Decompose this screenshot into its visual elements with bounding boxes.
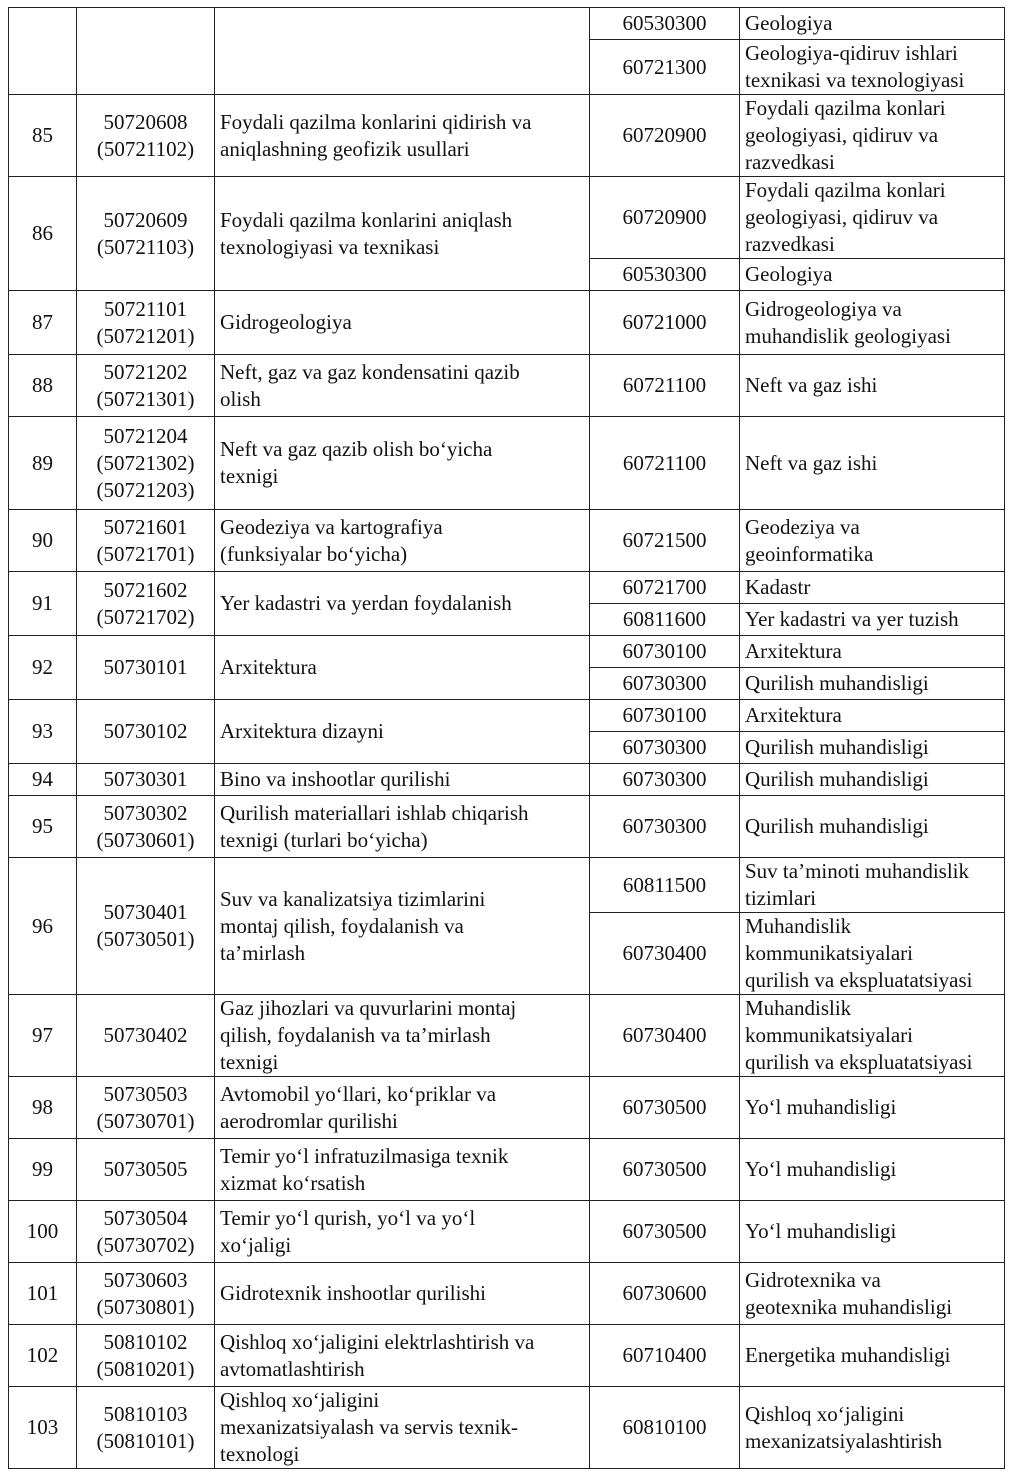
new-code-cell: 60730500 [590,1139,740,1201]
text-line: 50730301 [103,767,188,791]
new-code-cell: 60721300 [590,40,740,95]
new-code-cell: 60730500 [590,1201,740,1263]
new-code-cell: 60730300 [590,732,740,764]
table-row [9,417,1005,510]
new-code-cell: 60730500 [590,1077,740,1139]
new-specialty-name-cell [740,8,1005,40]
text-line: Temir yo‘l qurish, yo‘l va yo‘l [220,1205,476,1230]
text-line: Muhandislik [745,996,852,1020]
new-specialty-name-cell [740,732,1005,764]
old-code-cell [77,1263,215,1325]
text-line: (50721702) [96,604,195,629]
new-code-cell: 60730300 [590,668,740,700]
table-row [9,1077,1005,1139]
text-line: (50721102) [96,136,195,161]
new-code-cell: 60730600 [590,1263,740,1325]
text-line: tizimlari [745,886,817,910]
text-line: 50720608 [103,109,188,134]
text-line: Yer kadastri va yer tuzish [745,607,959,631]
old-specialty-name-cell [215,1325,590,1387]
text-line: (funksiyalar bo‘yicha) [220,541,408,566]
row-number-cell: 87 [9,291,77,355]
text-line: texnigi [220,1050,279,1074]
old-code-cell [77,510,215,572]
text-line: aerodromlar qurilishi [220,1108,398,1133]
text-line: Arxitektura [745,703,842,727]
text-line: 50730505 [103,1157,188,1181]
old-specialty-name-cell [215,995,590,1077]
table-row [9,858,1005,913]
new-specialty-name-cell [740,1139,1005,1201]
text-line: (50721201) [96,323,195,348]
text-line: 50730402 [103,1023,188,1047]
table-row [9,636,1005,668]
text-line: montaj qilish, foydalanish va [220,913,464,938]
old-specialty-name-cell [215,764,590,796]
old-specialty-name-cell [215,1139,590,1201]
text-line: 50721601 [103,514,188,539]
new-specialty-name-cell [740,1325,1005,1387]
new-code-cell: 60730100 [590,700,740,732]
old-code-cell [77,8,215,95]
row-number-cell: 93 [9,700,77,764]
text-line: Foydali qazilma konlari [745,96,946,120]
text-line: (50721302) [96,450,195,475]
text-line: (50721203) [96,477,195,502]
old-specialty-name-cell [215,1263,590,1325]
new-specialty-name-cell [740,1201,1005,1263]
table-row [9,700,1005,732]
new-specialty-name-cell [740,417,1005,510]
document-page [8,7,1005,1469]
table-body [9,8,1005,1469]
new-specialty-name-cell [740,291,1005,355]
old-code-cell [77,355,215,417]
text-line: Foydali qazilma konlari [745,178,946,202]
old-specialty-name-cell [215,1387,590,1469]
text-line: Kadastr [745,575,811,599]
text-line: Foydali qazilma konlarini aniqlash [220,207,513,232]
text-line: (50721103) [96,234,195,259]
text-line: texnikasi va texnologiyasi [745,68,965,92]
row-number-cell: 94 [9,764,77,796]
old-code-cell [77,1077,215,1139]
text-line: Geodeziya va [745,514,860,539]
row-number-cell: 91 [9,572,77,636]
old-code-cell [77,1325,215,1387]
old-specialty-name-cell [215,1201,590,1263]
new-specialty-name-cell [740,913,1005,995]
text-line: (50721701) [96,541,195,566]
row-number-cell: 101 [9,1263,77,1325]
table-row [9,8,1005,40]
row-number-cell: 86 [9,177,77,291]
old-specialty-name-cell [215,572,590,636]
new-specialty-name-cell [740,177,1005,259]
old-specialty-name-cell [215,700,590,764]
text-line: 50730102 [103,719,188,743]
row-number-cell: 100 [9,1201,77,1263]
text-line: Qurilish muhandisligi [745,735,929,759]
new-code-cell: 60810100 [590,1387,740,1469]
text-line: 50810102 [103,1329,188,1354]
old-specialty-name-cell [215,858,590,995]
text-line: geoinformatika [745,541,874,566]
text-line: 50730504 [103,1205,188,1230]
text-line: Qishloq xo‘jaligini elektrlashtirish va [220,1329,535,1354]
specialty-mapping-table [8,7,1005,1469]
text-line: Geodeziya va kartografiya [220,514,443,539]
table-row [9,1325,1005,1387]
new-specialty-name-cell [740,700,1005,732]
table-row [9,355,1005,417]
new-specialty-name-cell [740,796,1005,858]
text-line: Arxitektura dizayni [220,719,384,743]
text-line: 50730101 [103,655,188,679]
text-line: Geologiya-qidiruv ishlari [745,41,958,65]
new-code-cell: 60710400 [590,1325,740,1387]
text-line: (50730702) [96,1232,195,1257]
new-code-cell: 60811500 [590,858,740,913]
text-line: avtomatlashtirish [220,1356,365,1381]
table-row [9,510,1005,572]
text-line: geotexnika muhandisligi [745,1294,953,1319]
text-line: Gidrogeologiya va [745,296,902,321]
old-code-cell [77,1139,215,1201]
text-line: (50810101) [96,1428,195,1453]
new-specialty-name-cell [740,355,1005,417]
new-code-cell: 60721100 [590,355,740,417]
old-code-cell [77,177,215,291]
new-specialty-name-cell [740,259,1005,291]
table-row [9,1263,1005,1325]
row-number-cell: 88 [9,355,77,417]
row-number-cell: 99 [9,1139,77,1201]
new-specialty-name-cell [740,668,1005,700]
row-number-cell: 85 [9,95,77,177]
old-code-cell [77,764,215,796]
text-line: (50721301) [96,386,195,411]
row-number-cell: 90 [9,510,77,572]
text-line: Avtomobil yo‘llari, ko‘priklar va [220,1081,497,1106]
text-line: Qurilish muhandisligi [745,767,929,791]
table-row [9,995,1005,1077]
table-row [9,177,1005,259]
table-row [9,1139,1005,1201]
text-line: qurilish va ekspluatatsiyasi [745,968,973,992]
text-line: geologiyasi, qidiruv va [745,123,939,147]
text-line: Foydali qazilma konlarini qidirish va [220,109,532,134]
old-code-cell [77,700,215,764]
text-line: xo‘jaligi [220,1232,292,1257]
old-specialty-name-cell [215,796,590,858]
table-row [9,291,1005,355]
text-line: Suv va kanalizatsiya tizimlarini [220,886,486,911]
text-line: (50730501) [96,927,195,951]
new-specialty-name-cell [740,604,1005,636]
text-line: Yo‘l muhandisligi [745,1219,897,1243]
text-line: Bino va inshootlar qurilishi [220,767,451,791]
row-number-cell: 98 [9,1077,77,1139]
text-line: Gidrogeologiya [220,310,352,334]
text-line: qurilish va ekspluatatsiyasi [745,1050,973,1074]
text-line: Gidrotexnik inshootlar qurilishi [220,1281,486,1305]
old-specialty-name-cell [215,8,590,95]
text-line: 50730302 [103,800,188,825]
new-code-cell: 60721100 [590,417,740,510]
old-code-cell [77,858,215,995]
new-specialty-name-cell [740,1387,1005,1469]
text-line: kommunikatsiyalari [745,941,913,965]
old-specialty-name-cell [215,636,590,700]
old-code-cell [77,1201,215,1263]
text-line: (50730601) [96,827,195,852]
new-specialty-name-cell [740,510,1005,572]
text-line: Qishloq xo‘jaligini [220,1388,380,1412]
text-line: 50721204 [103,423,188,448]
row-number-cell: 95 [9,796,77,858]
table-row [9,1201,1005,1263]
text-line: xizmat ko‘rsatish [220,1170,366,1195]
text-line: Yo‘l muhandisligi [745,1157,897,1181]
text-line: texnologi [220,1442,300,1466]
old-specialty-name-cell [215,177,590,291]
row-number-cell [9,8,77,95]
text-line: Geologiya [745,11,833,35]
text-line: olish [220,386,261,411]
text-line: razvedkasi [745,150,835,174]
text-line: Qurilish materiallari ishlab chiqarish [220,800,529,825]
new-code-cell: 60721700 [590,572,740,604]
row-number-cell: 96 [9,858,77,995]
text-line: 50730401 [103,900,188,924]
new-code-cell: 60730400 [590,913,740,995]
text-line: mexanizatsiyalash va servis texnik- [220,1415,518,1439]
row-number-cell: 89 [9,417,77,510]
new-specialty-name-cell [740,572,1005,604]
text-line: 50730503 [103,1081,188,1106]
old-code-cell [77,995,215,1077]
new-code-cell: 60530300 [590,8,740,40]
text-line: Temir yo‘l infratuzilmasiga texnik [220,1143,509,1168]
text-line: Muhandislik [745,914,852,938]
table-row [9,1387,1005,1469]
table-row [9,796,1005,858]
new-specialty-name-cell [740,764,1005,796]
text-line: Arxitektura [745,639,842,663]
text-line: 50720609 [103,207,188,232]
new-code-cell: 60721000 [590,291,740,355]
text-line: Geologiya [745,262,833,286]
text-line: Neft va gaz qazib olish bo‘yicha [220,437,493,461]
new-code-cell: 60721500 [590,510,740,572]
new-specialty-name-cell [740,995,1005,1077]
row-number-cell: 102 [9,1325,77,1387]
text-line: 50721602 [103,577,188,602]
text-line: (50730801) [96,1294,195,1319]
text-line: Qurilish muhandisligi [745,814,929,838]
new-code-cell: 60811600 [590,604,740,636]
old-specialty-name-cell [215,291,590,355]
text-line: (50730701) [96,1108,195,1133]
new-code-cell: 60720900 [590,95,740,177]
text-line: qilish, foydalanish va ta’mirlash [220,1023,491,1047]
text-line: razvedkasi [745,232,835,256]
new-code-cell: 60530300 [590,259,740,291]
text-line: texnigi [220,464,279,488]
new-specialty-name-cell [740,858,1005,913]
new-specialty-name-cell [740,1077,1005,1139]
row-number-cell: 92 [9,636,77,700]
old-specialty-name-cell [215,355,590,417]
new-specialty-name-cell [740,40,1005,95]
text-line: ta’mirlash [220,940,306,965]
table-row [9,572,1005,604]
text-line: texnigi (turlari bo‘yicha) [220,827,428,852]
old-code-cell [77,291,215,355]
old-code-cell [77,417,215,510]
new-specialty-name-cell [740,636,1005,668]
old-specialty-name-cell [215,95,590,177]
new-code-cell: 60730100 [590,636,740,668]
text-line: (50810201) [96,1356,195,1381]
row-number-cell: 103 [9,1387,77,1469]
text-line: Gaz jihozlari va quvurlarini montaj [220,996,517,1020]
text-line: Neft va gaz ishi [745,450,878,475]
table-row [9,764,1005,796]
new-code-cell: 60720900 [590,177,740,259]
text-line: geologiyasi, qidiruv va [745,205,939,229]
text-line: 50730603 [103,1267,188,1292]
text-line: 50721101 [103,296,188,321]
text-line: 50810103 [103,1401,188,1426]
old-code-cell [77,796,215,858]
new-code-cell: 60730300 [590,796,740,858]
text-line: texnologiyasi va texnikasi [220,234,440,259]
text-line: Neft va gaz ishi [745,373,878,397]
text-line: Arxitektura [220,655,317,679]
old-specialty-name-cell [215,417,590,510]
text-line: 50721202 [103,359,188,384]
old-specialty-name-cell [215,1077,590,1139]
text-line: Suv ta’minoti muhandislik [745,859,969,883]
text-line: aniqlashning geofizik usullari [220,136,470,161]
new-specialty-name-cell [740,95,1005,177]
new-code-cell: 60730400 [590,995,740,1077]
old-code-cell [77,572,215,636]
new-code-cell: 60730300 [590,764,740,796]
text-line: Qishloq xo‘jaligini [745,1401,905,1426]
text-line: mexanizatsiyalashtirish [745,1428,943,1453]
text-line: kommunikatsiyalari [745,1023,913,1047]
old-code-cell [77,1387,215,1469]
text-line: Yer kadastri va yerdan foydalanish [220,591,512,615]
old-code-cell [77,95,215,177]
old-specialty-name-cell [215,510,590,572]
text-line: Neft, gaz va gaz kondensatini qazib [220,359,520,384]
text-line: Gidrotexnika va [745,1267,881,1292]
old-code-cell [77,636,215,700]
table-row [9,95,1005,177]
text-line: Energetika muhandisligi [745,1343,951,1367]
new-specialty-name-cell [740,1263,1005,1325]
text-line: Qurilish muhandisligi [745,671,929,695]
text-line: muhandislik geologiyasi [745,323,951,348]
row-number-cell: 97 [9,995,77,1077]
text-line: Yo‘l muhandisligi [745,1095,897,1119]
